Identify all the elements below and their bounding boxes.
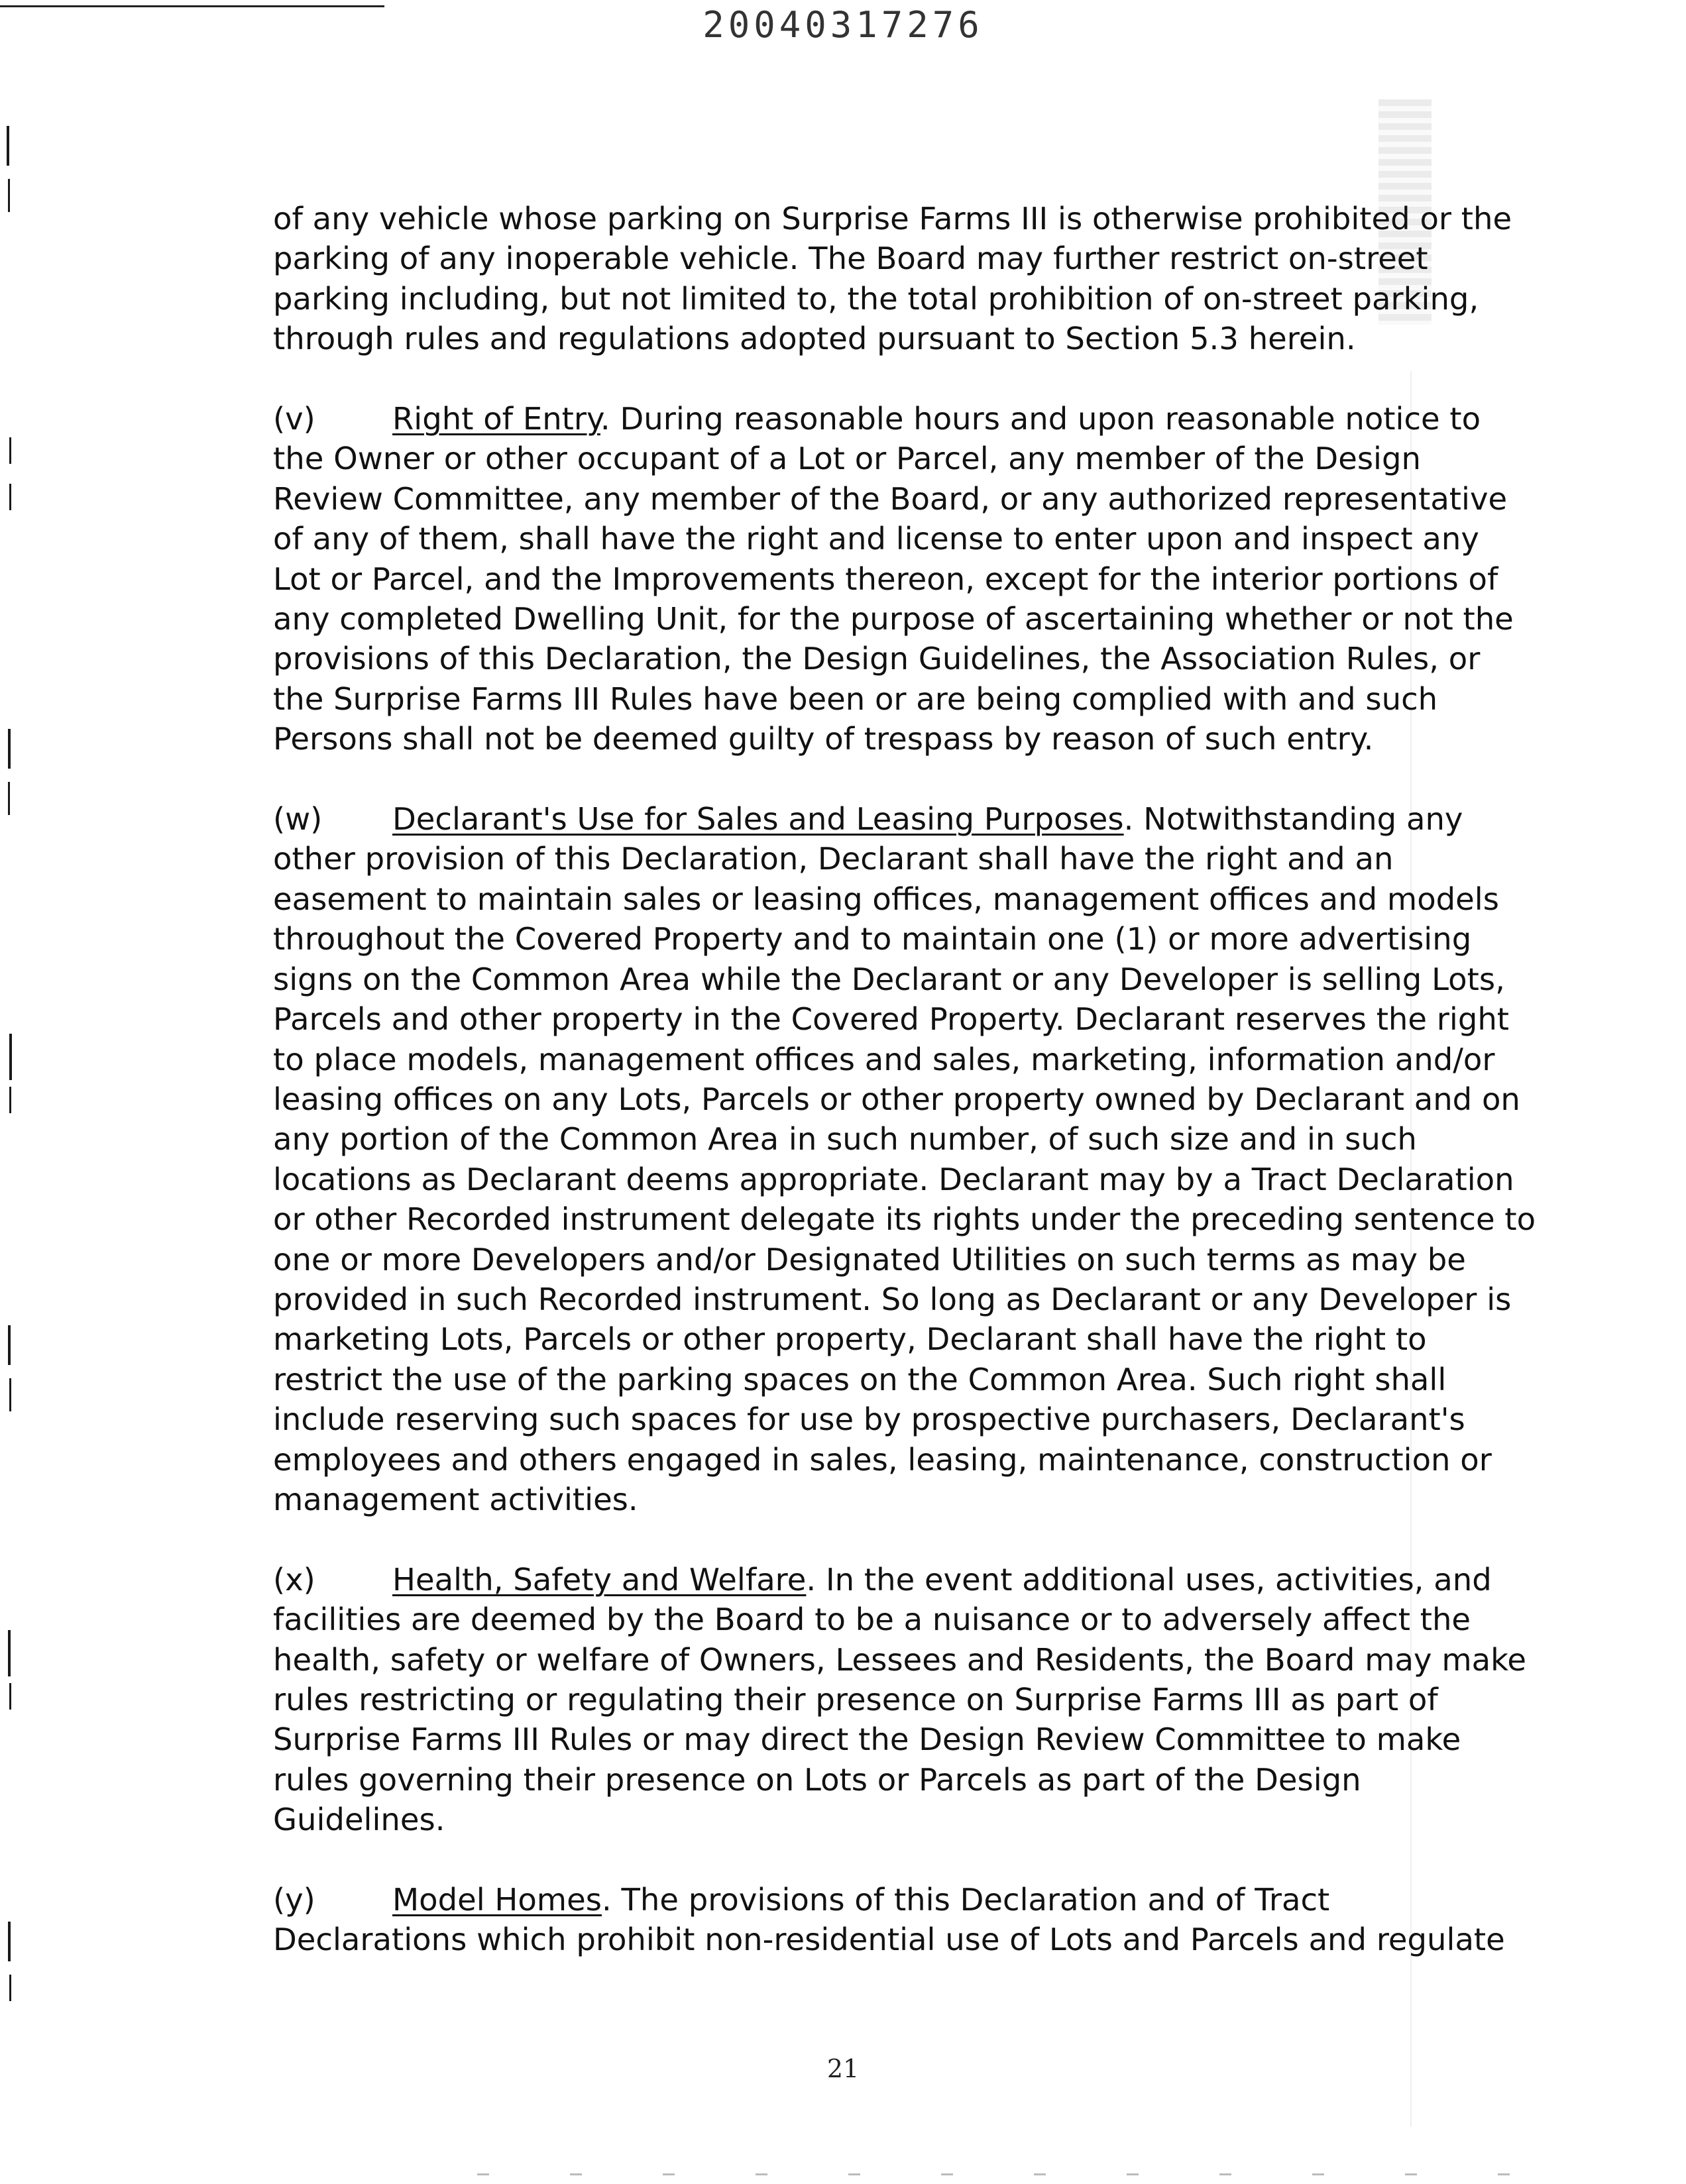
text-line: the Owner or other occupant of a Lot or Parcel, any member of the Design [273, 441, 1421, 477]
text-line: to place models, management offices and sales, marketing, information and/or [273, 1041, 1495, 1077]
section-heading: Declarant's Use for Sales and Leasing Purposes [392, 801, 1124, 838]
scan-mark [8, 179, 10, 212]
text-line: rules governing their presence on Lots or Parcels as part of the Design [273, 1761, 1361, 1798]
text-line: include reserving such spaces for use by prospective purchasers, Declarant's [273, 1401, 1465, 1438]
text-line: Declarations which prohibit non-residential use of Lots and Parcels and regulate [273, 1922, 1505, 1958]
first-line-text: . In the event additional uses, activities, and [806, 1561, 1492, 1598]
text-line: signs on the Common Area while the Declarant or any Developer is selling Lots, [273, 961, 1505, 997]
scan-mark [8, 1922, 11, 1961]
scan-mark [8, 1630, 11, 1676]
text-line: through rules and regulations adopted pursuant to Section 5.3 herein. [273, 321, 1356, 357]
section-label: (y) [273, 1882, 315, 1918]
first-line [273, 399, 1506, 439]
page-number: 21 [826, 2054, 860, 2083]
text-line: easement to maintain sales or leasing offices, management offices and models [273, 881, 1499, 917]
text-line: provided in such Recorded instrument. So long as Declarant or any Developer is [273, 1281, 1512, 1317]
text-line: one or more Developers and/or Designated Utilities on such terms as may be [273, 1241, 1466, 1278]
text-line: of any vehicle whose parking on Surprise Farms III is otherwise prohibited or the [273, 201, 1512, 237]
text-line: of any of them, shall have the right and license to enter upon and inspect any [273, 521, 1479, 557]
document-body [273, 199, 1536, 2000]
text-line: Guidelines. [273, 1802, 445, 1838]
scan-mark [9, 484, 11, 510]
text-line: leasing offices on any Lots, Parcels or other property owned by Declarant and on [273, 1081, 1520, 1117]
text-line: restrict the use of the parking spaces on the Common Area. Such right shall [273, 1361, 1447, 1397]
first-line [273, 799, 1506, 839]
section-v-right-of-entry [273, 399, 1514, 759]
section-label: (x) [273, 1561, 315, 1598]
text-line: Persons shall not be deemed guilty of trespass by reason of such entry. [273, 721, 1374, 757]
document-number: 20040317276 [702, 4, 984, 46]
text-line: or other Recorded instrument delegate its rights under the preceding sentence to [273, 1201, 1536, 1238]
scan-mark [7, 126, 9, 166]
first-line-text: . The provisions of this Declaration and of Tract [601, 1882, 1330, 1918]
text-line: health, safety or welfare of Owners, Lessees and Residents, the Board may make [273, 1641, 1526, 1678]
text-line: locations as Declarant deems appropriate. Declarant may by a Tract Declaration [273, 1161, 1514, 1197]
section-label: (w) [273, 801, 323, 838]
section-label: (v) [273, 401, 315, 437]
scan-mark [8, 1325, 11, 1365]
text-line: any portion of the Common Area in such number, of such size and in such [273, 1121, 1417, 1158]
text-line: marketing Lots, Parcels or other property, Declarant shall have the right to [273, 1321, 1427, 1358]
text-line: employees and others engaged in sales, leasing, maintenance, construction or [273, 1441, 1492, 1478]
scan-mark [9, 1034, 12, 1080]
section-heading: Health, Safety and Welfare [392, 1561, 807, 1598]
scan-mark [8, 729, 11, 769]
paragraph-continuation [273, 199, 1512, 359]
text-line: Lot or Parcel, and the Improvements thereon, except for the interior portions of [273, 561, 1498, 597]
text-line: Review Committee, any member of the Board, or any authorized representative [273, 480, 1508, 517]
text-line: Surprise Farms III Rules or may direct the Design Review Committee to make [273, 1721, 1461, 1758]
text-line: throughout the Covered Property and to maintain one (1) or more advertising [273, 921, 1472, 957]
text-line: management activities. [273, 1481, 638, 1517]
text-line: provisions of this Declaration, the Design Guidelines, the Association Rules, or [273, 641, 1481, 677]
text-line: rules restricting or regulating their presence on Surprise Farms III as part of [273, 1681, 1438, 1718]
text-line: parking of any inoperable vehicle. The Board may further restrict on-street [273, 241, 1428, 277]
scan-mark [9, 1975, 11, 2001]
first-line-text: . During reasonable hours and upon reasonable notice to [600, 401, 1481, 437]
text-line: parking including, but not limited to, the total prohibition of on-street parking, [273, 280, 1479, 317]
text-line: the Surprise Farms III Rules have been or are being complied with and such [273, 681, 1438, 717]
first-line [273, 1560, 1506, 1600]
section-x-health-safety-welfare [273, 1560, 1526, 1840]
first-line [273, 1880, 1506, 1920]
first-line-text: . Notwithstanding any [1123, 801, 1463, 838]
scan-mark [9, 1683, 11, 1710]
section-w-declarants-use [273, 799, 1536, 1519]
section-heading: Model Homes [392, 1882, 602, 1918]
scan-mark [8, 782, 10, 815]
text-line: any completed Dwelling Unit, for the purpose of ascertaining whether or not the [273, 601, 1514, 637]
text-line: Parcels and other property in the Covered Property. Declarant reserves the right [273, 1001, 1510, 1038]
section-heading: Right of Entry [392, 401, 600, 437]
section-y-model-homes [273, 1880, 1506, 1960]
scan-mark [9, 1378, 11, 1411]
scan-mark [9, 1087, 11, 1113]
text-line: facilities are deemed by the Board to be a nuisance or to adversely affect the [273, 1602, 1471, 1638]
text-line: other provision of this Declaration, Declarant shall have the right and an [273, 841, 1394, 877]
scan-mark [9, 437, 11, 464]
scan-bottom-dots [477, 2173, 1571, 2175]
